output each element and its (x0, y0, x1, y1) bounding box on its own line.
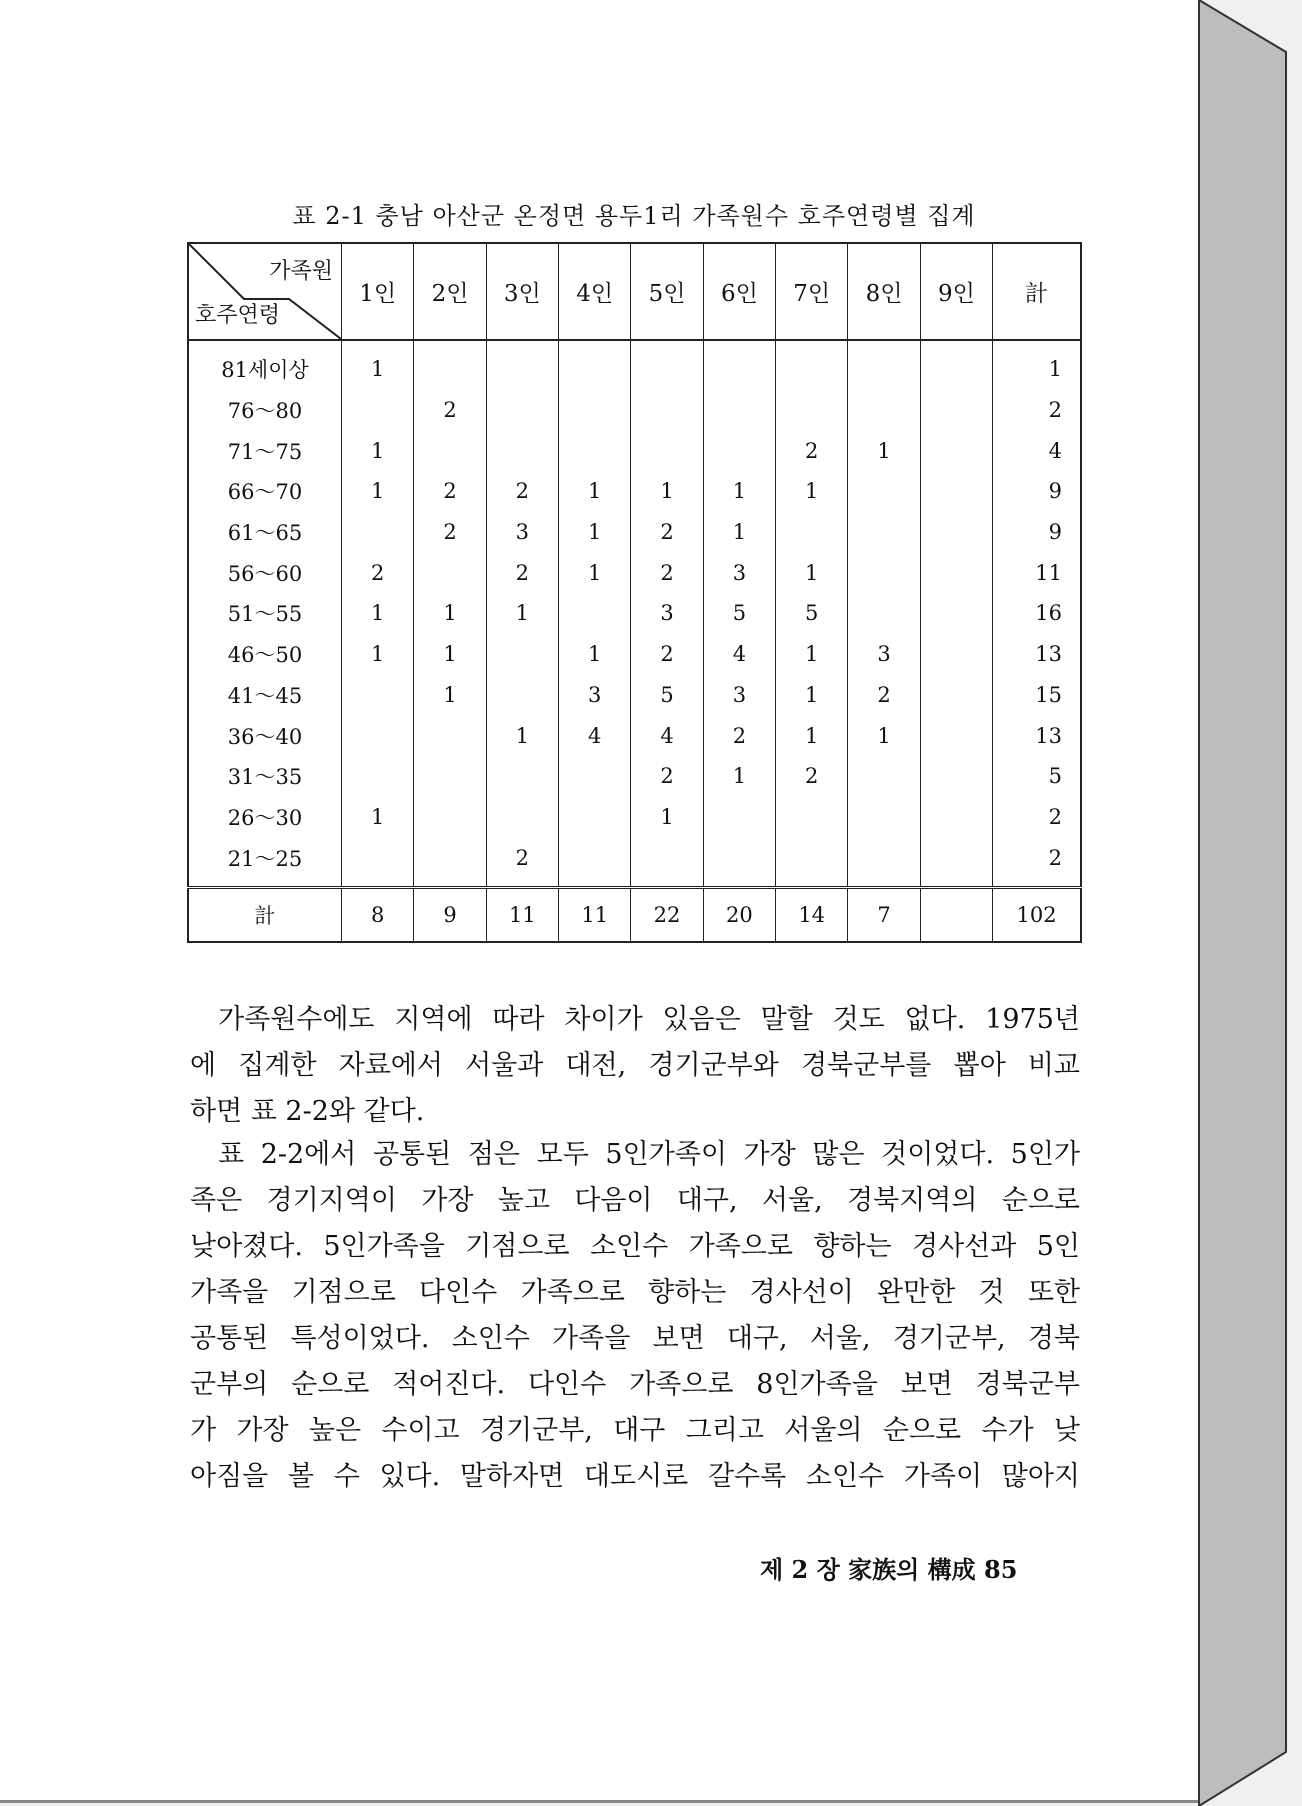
column-header: 1인 (342, 243, 414, 340)
table-cell (486, 675, 558, 716)
table-cell (559, 837, 631, 887)
table-cell: 2 (486, 837, 558, 887)
corner-bottom-label: 호주연령 (195, 303, 281, 328)
table-cell (703, 430, 775, 471)
column-header: 計 (993, 243, 1081, 340)
table-cell (920, 715, 992, 756)
table-cell: 3 (559, 675, 631, 716)
table-cell (920, 512, 992, 553)
table-row (188, 340, 1081, 390)
row-label: 21～25 (188, 837, 342, 887)
row-total: 15 (993, 675, 1081, 716)
table-cell: 1 (414, 593, 486, 634)
table-row (188, 390, 1081, 431)
table-cell (631, 340, 703, 390)
table-cell (848, 512, 920, 553)
table-cell: 1 (848, 715, 920, 756)
row-total: 1 (993, 340, 1081, 390)
table-row (188, 756, 1081, 797)
table-cell (848, 340, 920, 390)
table-cell (776, 837, 848, 887)
row-total: 2 (993, 797, 1081, 838)
table-cell (342, 837, 414, 887)
table-cell (920, 471, 992, 512)
row-label: 76～80 (188, 390, 342, 431)
table-cell (559, 390, 631, 431)
total-row (188, 887, 1081, 942)
table-cell: 5 (631, 675, 703, 716)
corner-header (188, 243, 342, 340)
table-cell: 1 (776, 715, 848, 756)
table-cell (559, 593, 631, 634)
table-cell: 2 (776, 756, 848, 797)
table-cell (486, 634, 558, 675)
data-table (187, 242, 1082, 943)
row-label: 71～75 (188, 430, 342, 471)
table-cell (920, 675, 992, 716)
table-cell (920, 340, 992, 390)
table-cell (848, 552, 920, 593)
table-row (188, 512, 1081, 553)
row-total: 2 (993, 390, 1081, 431)
total-cell: 102 (993, 887, 1081, 942)
text-line: 공통된 특성이었다. 소인수 가족을 보면 대구, 서울, 경기군부, 경북 (190, 1323, 1080, 1354)
table-cell: 3 (631, 593, 703, 634)
row-total: 9 (993, 471, 1081, 512)
text-line: 표 2-2에서 공통된 점은 모두 5인가족이 가장 많은 것이었다. 5인가 (218, 1139, 1080, 1170)
table-cell (920, 797, 992, 838)
text-line: 가족원수에도 지역에 따라 차이가 있음은 말할 것도 없다. 1975년 (218, 1004, 1080, 1035)
paragraph-2 (190, 1132, 1080, 1500)
column-header: 9인 (920, 243, 992, 340)
text-line: 낮아졌다. 5인가족을 기점으로 소인수 가족으로 향하는 경사선과 5인 (190, 1231, 1080, 1262)
table-cell (486, 430, 558, 471)
table-cell (703, 390, 775, 431)
table-cell (920, 837, 992, 887)
table-cell: 1 (631, 797, 703, 838)
row-total: 9 (993, 512, 1081, 553)
text-line: 하면 표 2-2와 같다. (190, 1096, 425, 1127)
table-cell: 1 (342, 797, 414, 838)
table-cell: 2 (631, 552, 703, 593)
row-total: 16 (993, 593, 1081, 634)
table-row (188, 552, 1081, 593)
table-cell: 1 (559, 552, 631, 593)
table-cell: 2 (414, 471, 486, 512)
table-cell (559, 340, 631, 390)
table-cell: 1 (414, 675, 486, 716)
table-cell (920, 634, 992, 675)
table-cell: 3 (703, 552, 775, 593)
table-cell: 2 (486, 471, 558, 512)
table-cell: 5 (703, 593, 775, 634)
table-cell: 1 (342, 634, 414, 675)
row-label: 41～45 (188, 675, 342, 716)
column-header: 8인 (848, 243, 920, 340)
table-cell: 1 (703, 471, 775, 512)
table-cell (848, 390, 920, 431)
table-cell: 1 (342, 430, 414, 471)
table-cell (920, 552, 992, 593)
column-header: 6인 (703, 243, 775, 340)
table-cell (848, 756, 920, 797)
table-cell: 1 (559, 512, 631, 553)
table-cell: 2 (776, 430, 848, 471)
table-cell (486, 797, 558, 838)
row-label: 66～70 (188, 471, 342, 512)
row-label: 46～50 (188, 634, 342, 675)
row-label: 56～60 (188, 552, 342, 593)
table-cell: 2 (848, 675, 920, 716)
row-label: 36～40 (188, 715, 342, 756)
table-cell (342, 756, 414, 797)
table-cell (848, 797, 920, 838)
table-cell: 4 (703, 634, 775, 675)
table-cell: 1 (776, 552, 848, 593)
row-total: 2 (993, 837, 1081, 887)
table-cell: 2 (414, 390, 486, 431)
table-cell (486, 756, 558, 797)
total-cell: 14 (776, 887, 848, 942)
table-cell (631, 390, 703, 431)
table-cell (776, 390, 848, 431)
paragraph-1 (190, 997, 1080, 1135)
table-cell: 3 (848, 634, 920, 675)
row-label: 51～55 (188, 593, 342, 634)
table-cell (559, 756, 631, 797)
column-header: 2인 (414, 243, 486, 340)
total-cell: 9 (414, 887, 486, 942)
table-row (188, 634, 1081, 675)
row-label: 26～30 (188, 797, 342, 838)
total-cell: 11 (486, 887, 558, 942)
table-cell (559, 797, 631, 838)
table-cell (703, 797, 775, 838)
table-row (188, 675, 1081, 716)
table-cell (342, 675, 414, 716)
total-cell: 11 (559, 887, 631, 942)
total-cell: 22 (631, 887, 703, 942)
table-row (188, 837, 1081, 887)
text-line: 아짐을 볼 수 있다. 말하자면 대도시로 갈수록 소인수 가족이 많아지 (190, 1461, 1080, 1492)
table-cell (342, 512, 414, 553)
table-cell (414, 340, 486, 390)
table-cell (776, 340, 848, 390)
column-header: 7인 (776, 243, 848, 340)
table-cell (414, 797, 486, 838)
table-cell: 1 (776, 471, 848, 512)
table-cell: 1 (631, 471, 703, 512)
column-header: 4인 (559, 243, 631, 340)
total-cell: 20 (703, 887, 775, 942)
table-cell: 4 (631, 715, 703, 756)
table-cell (920, 593, 992, 634)
table-cell: 2 (631, 756, 703, 797)
row-label: 81세이상 (188, 340, 342, 390)
table-cell: 2 (486, 552, 558, 593)
row-total: 5 (993, 756, 1081, 797)
total-cell: 8 (342, 887, 414, 942)
table-cell: 1 (486, 715, 558, 756)
table-cell: 1 (559, 634, 631, 675)
table-cell (342, 390, 414, 431)
table-cell: 2 (631, 512, 703, 553)
row-total: 4 (993, 430, 1081, 471)
table-cell (631, 837, 703, 887)
total-cell: 7 (848, 887, 920, 942)
page-footer: 제 2 장 家族의 構成 85 (760, 1555, 1018, 1584)
table-row (188, 797, 1081, 838)
total-label: 計 (188, 887, 342, 942)
table-cell: 1 (848, 430, 920, 471)
table-cell: 1 (342, 593, 414, 634)
table-cell: 1 (703, 512, 775, 553)
row-total: 13 (993, 634, 1081, 675)
table-cell (920, 430, 992, 471)
table-cell (414, 430, 486, 471)
table-cell: 1 (342, 471, 414, 512)
column-header: 5인 (631, 243, 703, 340)
table-cell (848, 593, 920, 634)
table-cell: 2 (703, 715, 775, 756)
table-cell (414, 837, 486, 887)
table-cell (776, 797, 848, 838)
table-cell: 1 (776, 675, 848, 716)
table-cell (848, 471, 920, 512)
text-line: 군부의 순으로 적어진다. 다인수 가족으로 8인가족을 보면 경북군부 (190, 1369, 1080, 1400)
table-row (188, 430, 1081, 471)
table-cell (486, 340, 558, 390)
table-cell: 4 (559, 715, 631, 756)
table-cell (920, 390, 992, 431)
row-total: 13 (993, 715, 1081, 756)
row-total: 11 (993, 552, 1081, 593)
total-cell (920, 887, 992, 942)
text-line: 족은 경기지역이 가장 높고 다음이 대구, 서울, 경북지역의 순으로 (190, 1185, 1080, 1216)
table-cell (342, 715, 414, 756)
table-cell: 5 (776, 593, 848, 634)
table-cell (920, 756, 992, 797)
table-row (188, 715, 1081, 756)
row-label: 61～65 (188, 512, 342, 553)
table-cell: 2 (342, 552, 414, 593)
table-cell: 1 (414, 634, 486, 675)
table-cell: 3 (703, 675, 775, 716)
table-cell (414, 715, 486, 756)
table-cell: 1 (559, 471, 631, 512)
text-line: 가족을 기점으로 다인수 가족으로 향하는 경사선이 완만한 것 또한 (190, 1277, 1080, 1308)
table-cell (414, 552, 486, 593)
table-cell: 3 (486, 512, 558, 553)
table-cell (703, 837, 775, 887)
table-row (188, 593, 1081, 634)
table-cell: 2 (414, 512, 486, 553)
corner-top-label: 가족원 (269, 259, 333, 284)
row-label: 31～35 (188, 756, 342, 797)
text-line: 에 집계한 자료에서 서울과 대전, 경기군부와 경북군부를 뽑아 비교 (190, 1050, 1080, 1081)
table-cell (631, 430, 703, 471)
table-row (188, 471, 1081, 512)
table-cell (414, 756, 486, 797)
table-cell: 1 (703, 756, 775, 797)
table-cell (776, 512, 848, 553)
text-line: 가 가장 높은 수이고 경기군부, 대구 그리고 서울의 순으로 수가 낮 (190, 1415, 1080, 1446)
table-cell: 2 (631, 634, 703, 675)
table-cell (703, 340, 775, 390)
table-cell (486, 390, 558, 431)
table-cell (559, 430, 631, 471)
table-caption: 표 2-1 충남 아산군 온정면 용두1리 가족원수 호주연령별 집계 (292, 202, 976, 230)
table-cell: 1 (486, 593, 558, 634)
table-cell: 1 (776, 634, 848, 675)
table-cell: 1 (342, 340, 414, 390)
table-cell (848, 837, 920, 887)
column-header: 3인 (486, 243, 558, 340)
